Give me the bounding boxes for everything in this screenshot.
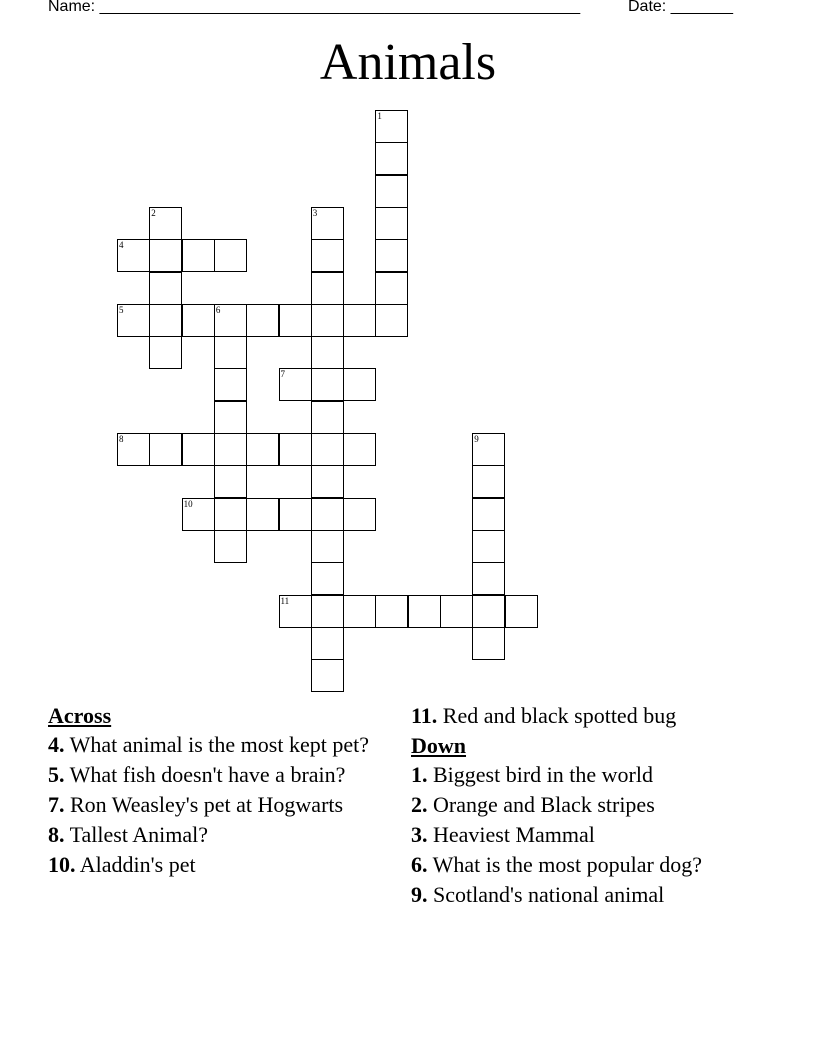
clue-number-label: 10 xyxy=(183,498,193,509)
clue-text: What animal is the most kept pet? xyxy=(64,732,369,757)
across-heading: Across xyxy=(48,703,112,728)
clue-number: 5. xyxy=(48,762,65,787)
down-heading: Down xyxy=(411,733,467,758)
grid-cell[interactable] xyxy=(149,336,182,369)
grid-cell[interactable] xyxy=(472,433,505,466)
grid-cell[interactable] xyxy=(214,239,247,272)
grid-cell[interactable] xyxy=(311,272,344,305)
grid-cell[interactable] xyxy=(279,498,312,531)
grid-cell[interactable] xyxy=(472,627,505,660)
grid-cell[interactable] xyxy=(343,595,376,628)
clue-number: 7. xyxy=(48,792,65,817)
grid-cell[interactable] xyxy=(311,401,344,434)
grid-cell[interactable] xyxy=(182,433,215,466)
grid-cell[interactable] xyxy=(311,562,344,595)
clue-text: Ron Weasley's pet at Hogwarts xyxy=(64,792,344,817)
grid-cell[interactable] xyxy=(375,304,408,337)
grid-cell[interactable] xyxy=(375,239,408,272)
clue-number-label: 3 xyxy=(312,207,318,218)
clue-number: 2. xyxy=(411,792,428,817)
clue-number-label: 1 xyxy=(377,111,382,121)
grid-cell[interactable] xyxy=(311,659,344,692)
grid-cell[interactable] xyxy=(375,207,408,240)
grid-cell[interactable] xyxy=(182,304,215,337)
name-field[interactable]: Name: ______________________________________________________ xyxy=(48,0,581,15)
grid-cell[interactable] xyxy=(375,595,408,628)
grid-cell[interactable] xyxy=(149,207,182,240)
grid-cell[interactable] xyxy=(246,304,279,337)
grid-cell[interactable] xyxy=(246,433,279,466)
clue-text: What is the most popular dog? xyxy=(427,852,703,877)
clue-text: Biggest bird in the world xyxy=(427,762,653,787)
grid-cell[interactable] xyxy=(343,433,376,466)
grid-cell[interactable] xyxy=(214,433,247,466)
clue-number-label: 7 xyxy=(280,369,285,380)
down-clue-1 xyxy=(411,762,731,787)
grid-cell[interactable] xyxy=(311,304,344,337)
page-title: Animals xyxy=(319,34,497,91)
grid-cell[interactable] xyxy=(311,627,344,660)
across-clue-5 xyxy=(48,762,383,787)
grid-cell[interactable] xyxy=(182,239,215,272)
grid-cell[interactable] xyxy=(182,498,215,531)
grid-cell[interactable] xyxy=(149,304,182,337)
grid-cell[interactable] xyxy=(311,336,344,369)
clue-text: What fish doesn't have a brain? xyxy=(64,762,346,787)
grid-cell[interactable] xyxy=(214,368,247,401)
grid-cell[interactable] xyxy=(311,433,344,466)
grid-cell[interactable] xyxy=(117,304,150,337)
clue-number: 9. xyxy=(411,882,428,907)
grid-cell[interactable] xyxy=(472,498,505,531)
clue-number: 3. xyxy=(411,822,428,847)
clue-text: Scotland's national animal xyxy=(427,882,665,907)
grid-cell[interactable] xyxy=(343,304,376,337)
clue-text: Orange and Black stripes xyxy=(427,792,655,817)
grid-cell[interactable] xyxy=(149,433,182,466)
grid-cell[interactable] xyxy=(375,110,408,143)
clue-number: 4. xyxy=(48,732,65,757)
clue-number-label: 5 xyxy=(119,304,124,315)
grid-cell[interactable] xyxy=(214,401,247,434)
grid-cell[interactable] xyxy=(440,595,473,628)
grid-cell[interactable] xyxy=(214,530,247,563)
grid-cell[interactable] xyxy=(343,498,376,531)
grid-cell[interactable] xyxy=(214,336,247,369)
clue-text: Tallest Animal? xyxy=(64,822,208,847)
across-clue-8 xyxy=(48,822,383,847)
clues-column-right xyxy=(411,703,731,912)
grid-cell[interactable] xyxy=(311,465,344,498)
grid-cell[interactable] xyxy=(246,498,279,531)
grid-cell[interactable] xyxy=(375,272,408,305)
grid-cell[interactable] xyxy=(408,595,441,628)
grid-cell[interactable] xyxy=(149,239,182,272)
grid-cell[interactable] xyxy=(279,433,312,466)
grid-cell[interactable] xyxy=(311,207,344,240)
clue-text: Heaviest Mammal xyxy=(427,822,595,847)
grid-cell[interactable] xyxy=(505,595,538,628)
clue-number-label: 4 xyxy=(119,240,124,251)
clue-number-label: 11 xyxy=(280,595,290,606)
grid-cell[interactable] xyxy=(472,530,505,563)
grid-cell[interactable] xyxy=(214,465,247,498)
date-field[interactable]: Date: _______ xyxy=(628,0,733,15)
grid-cell[interactable] xyxy=(375,142,408,175)
clue-number-label: 6 xyxy=(215,304,221,315)
across-clue-10 xyxy=(48,852,383,877)
grid-cell[interactable] xyxy=(214,304,247,337)
down-clue-2 xyxy=(411,792,731,817)
clues-column-left xyxy=(48,703,383,882)
clue-text: Red and black spotted bug xyxy=(437,703,677,728)
across-clue-11 xyxy=(411,703,731,728)
across-clue-7 xyxy=(48,792,383,817)
across-clue-4 xyxy=(48,732,383,757)
grid-cell[interactable] xyxy=(472,562,505,595)
grid-cell[interactable] xyxy=(311,498,344,531)
grid-cell[interactable] xyxy=(311,595,344,628)
grid-cell[interactable] xyxy=(117,433,150,466)
grid-cell[interactable] xyxy=(311,530,344,563)
clue-number-label: 9 xyxy=(474,434,479,444)
clue-number: 1. xyxy=(411,762,428,787)
clue-number-label: 8 xyxy=(119,434,124,444)
grid-cell[interactable] xyxy=(149,272,182,305)
clue-number: 11. xyxy=(411,703,438,728)
grid-cell[interactable] xyxy=(472,595,505,628)
down-clue-3 xyxy=(411,822,731,847)
grid-cell[interactable] xyxy=(343,368,376,401)
clue-text: Aladdin's pet xyxy=(75,852,196,877)
grid-cell[interactable] xyxy=(311,368,344,401)
clue-number-label: 2 xyxy=(151,207,156,218)
grid-cell[interactable] xyxy=(214,498,247,531)
grid-cell[interactable] xyxy=(279,304,312,337)
clue-number: 6. xyxy=(411,852,428,877)
clue-number: 8. xyxy=(48,822,65,847)
grid-cell[interactable] xyxy=(375,175,408,208)
clue-number: 10. xyxy=(48,852,76,877)
grid-cell[interactable] xyxy=(472,465,505,498)
grid-cell[interactable] xyxy=(117,239,150,272)
grid-cell[interactable] xyxy=(279,595,312,628)
down-clue-6 xyxy=(411,852,731,877)
down-clue-9 xyxy=(411,882,731,907)
grid-cell[interactable] xyxy=(311,239,344,272)
grid-cell[interactable] xyxy=(279,368,312,401)
